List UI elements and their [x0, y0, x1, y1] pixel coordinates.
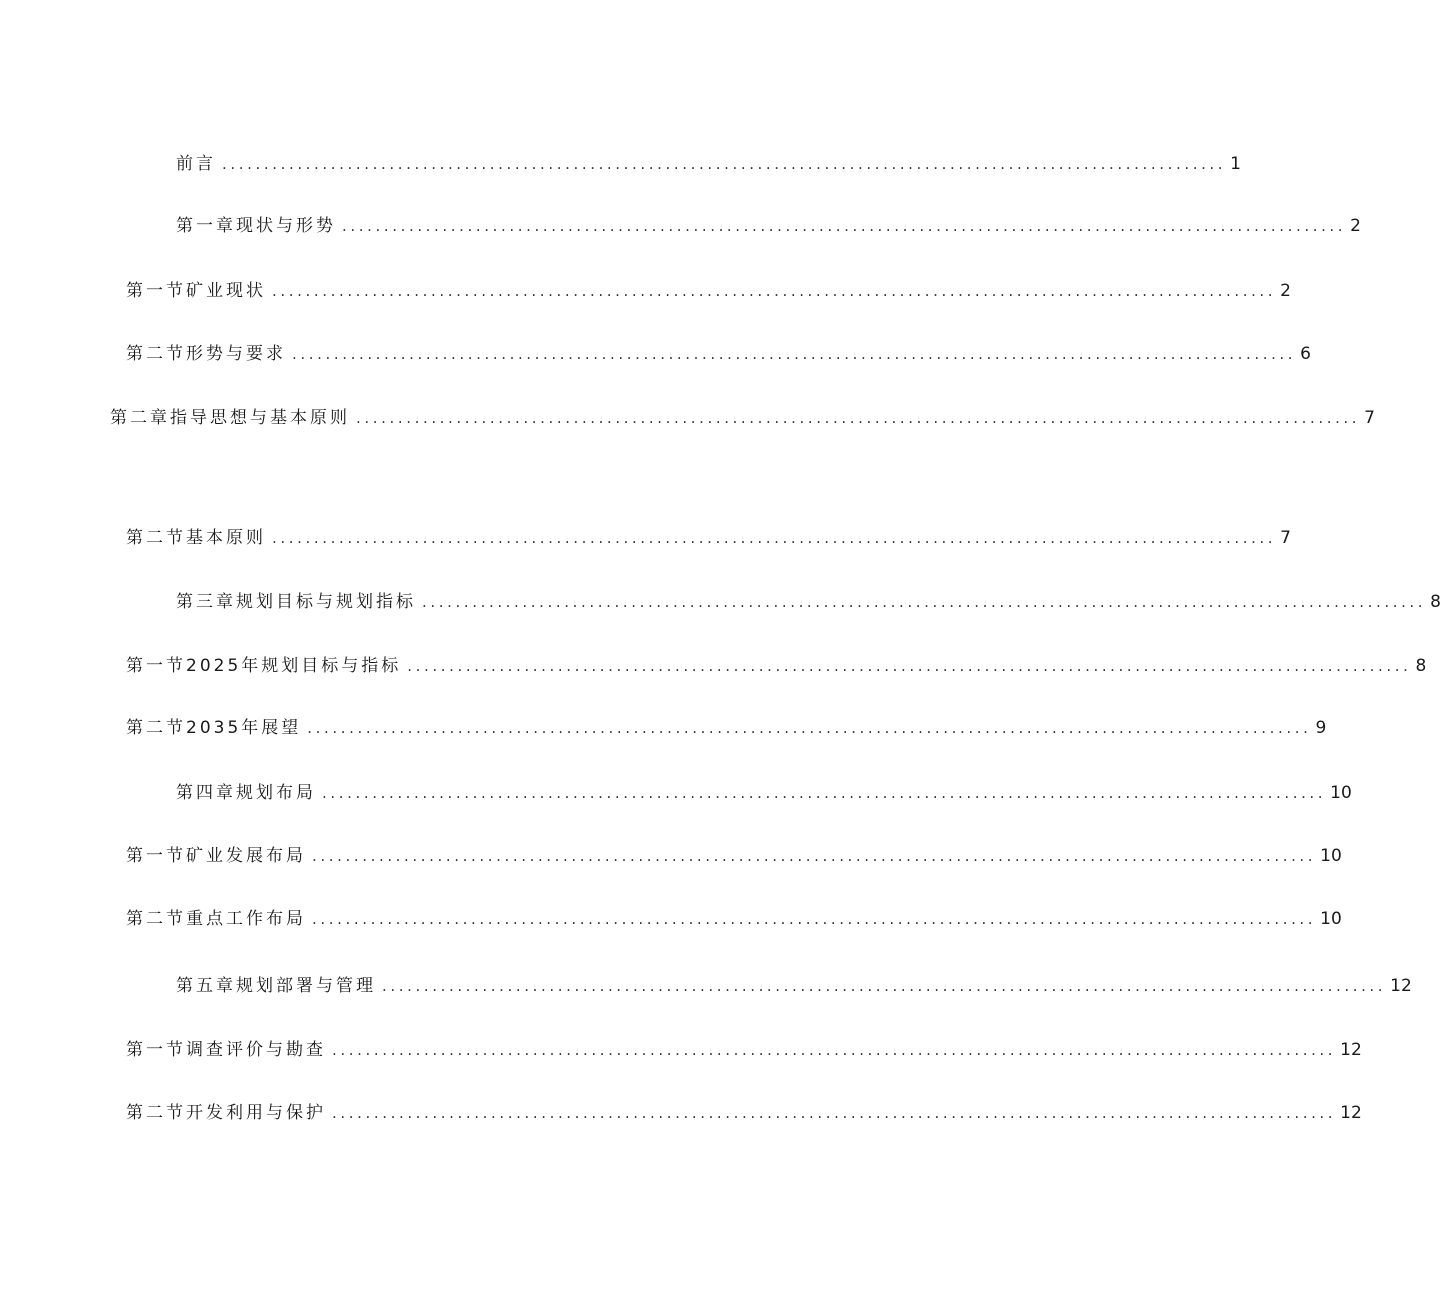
toc-entry-page: 10	[1320, 909, 1342, 929]
toc-entry-page: 8	[1415, 656, 1427, 676]
toc-entry-chapter-4[interactable]	[176, 781, 1352, 805]
toc-entry-page: 10	[1330, 783, 1352, 803]
toc-entry-title: 第二节基本原则	[126, 528, 266, 548]
toc-entry-page: 10	[1320, 846, 1342, 866]
toc-entry-title: 第一节矿业发展布局	[126, 846, 306, 866]
toc-entry-page: 8	[1430, 592, 1441, 612]
toc-leader-dots: ........................................................................................................................	[422, 593, 1427, 611]
toc-leader-dots: ........................................................................................................................	[307, 719, 1312, 737]
toc-leader-dots: ........................................................................................................................	[222, 155, 1227, 173]
toc-entry-chapter-4-section-1[interactable]	[126, 844, 1342, 868]
toc-leader-dots: ........................................................................................................................	[342, 217, 1347, 235]
toc-entry-title: 第一节2025年规划目标与指标	[126, 656, 402, 676]
toc-entry-page: 7	[1364, 408, 1375, 428]
toc-entry-chapter-3[interactable]	[176, 590, 1441, 614]
toc-leader-dots: ........................................................................................................................	[292, 345, 1297, 363]
toc-entry-chapter-5-section-2[interactable]	[126, 1101, 1362, 1125]
toc-leader-dots: ........................................................................................................................	[312, 910, 1317, 928]
toc-entry-chapter-1-section-2[interactable]	[126, 342, 1311, 366]
toc-leader-dots: ........................................................................................................................	[272, 529, 1277, 547]
toc-leader-dots: ........................................................................................................................	[312, 847, 1317, 865]
toc-entry-chapter-4-section-2[interactable]	[126, 907, 1342, 931]
toc-entry-page: 12	[1340, 1103, 1362, 1123]
toc-entry-title: 第二节2035年展望	[126, 718, 302, 738]
toc-entry-page: 9	[1315, 718, 1327, 738]
toc-entry-chapter-2-section-2[interactable]	[126, 526, 1291, 550]
toc-entry-page: 2	[1350, 216, 1361, 236]
toc-entry-title: 第五章规划部署与管理	[176, 976, 376, 996]
toc-entry-title: 第二章指导思想与基本原则	[110, 408, 350, 428]
toc-leader-dots: ........................................................................................................................	[332, 1041, 1337, 1059]
toc-entry-title: 第一节矿业现状	[126, 281, 266, 301]
toc-entry-title: 第二节形势与要求	[126, 344, 286, 364]
toc-entry-page: 2	[1280, 281, 1291, 301]
toc-entry-preface[interactable]	[176, 152, 1241, 176]
toc-leader-dots: ........................................................................................................................	[407, 657, 1412, 675]
toc-entry-chapter-1[interactable]	[176, 214, 1361, 238]
toc-entry-title: 第二节开发利用与保护	[126, 1103, 326, 1123]
toc-entry-page: 12	[1340, 1040, 1362, 1060]
toc-entry-title: 第一章现状与形势	[176, 216, 336, 236]
toc-leader-dots: ........................................................................................................................	[272, 282, 1277, 300]
toc-entry-title: 第一节调查评价与勘查	[126, 1040, 326, 1060]
toc-entry-page: 7	[1280, 528, 1291, 548]
toc-leader-dots: ........................................................................................................................	[332, 1104, 1337, 1122]
toc-entry-chapter-5-section-1[interactable]	[126, 1038, 1362, 1062]
toc-leader-dots: ........................................................................................................................	[322, 784, 1327, 802]
toc-entry-chapter-5[interactable]	[176, 974, 1412, 998]
toc-entry-title: 第三章规划目标与规划指标	[176, 592, 416, 612]
toc-entry-chapter-2[interactable]	[110, 406, 1375, 430]
toc-entry-title: 第四章规划布局	[176, 783, 316, 803]
toc-entry-page: 1	[1230, 154, 1241, 174]
toc-entry-chapter-3-section-2[interactable]	[126, 716, 1327, 740]
toc-entry-page: 6	[1300, 344, 1311, 364]
toc-entry-title: 前言	[176, 154, 216, 174]
toc-entry-title: 第二节重点工作布局	[126, 909, 306, 929]
toc-entry-chapter-3-section-1[interactable]	[126, 654, 1427, 678]
toc-leader-dots: ........................................................................................................................	[356, 409, 1361, 427]
toc-entry-chapter-1-section-1[interactable]	[126, 279, 1291, 303]
toc-leader-dots: ........................................................................................................................	[382, 977, 1387, 995]
toc-entry-page: 12	[1390, 976, 1412, 996]
